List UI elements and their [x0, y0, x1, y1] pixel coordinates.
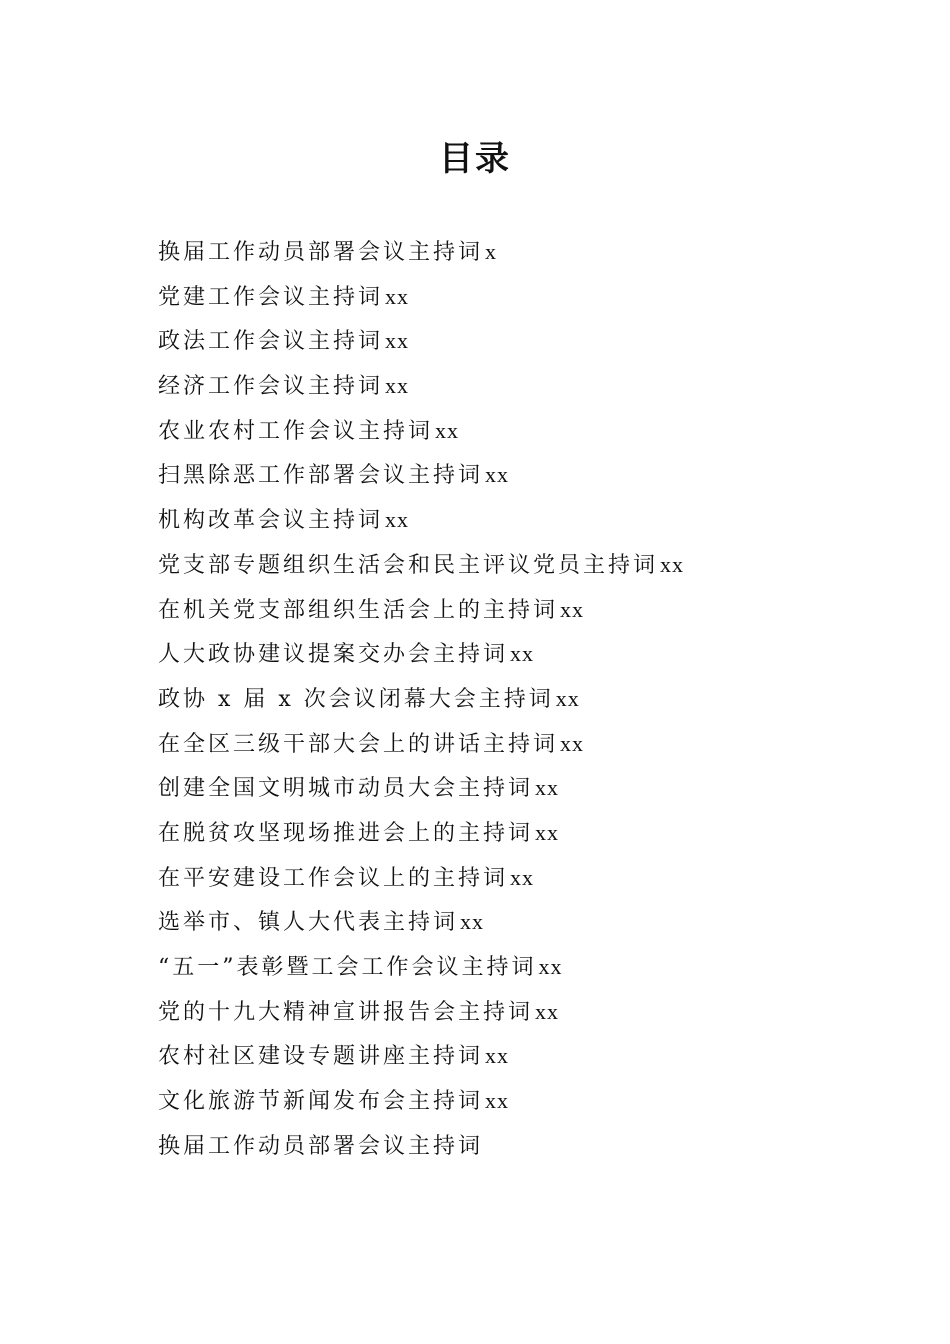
toc-entry-title: 农业农村工作会议主持词: [158, 418, 434, 444]
toc-entry-title: 在全区三级干部大会上的讲话主持词: [158, 731, 559, 757]
toc-entry-title: 在平安建设工作会议上的主持词: [158, 865, 509, 891]
toc-entry-page-number: xx: [535, 998, 560, 1024]
toc-entry[interactable]: [158, 588, 684, 633]
toc-entry[interactable]: [158, 900, 684, 945]
toc-entry[interactable]: [158, 632, 684, 677]
toc-entry-page-number: xx: [385, 283, 410, 309]
toc-entry-title: 文化旅游节新闻发布会主持词: [158, 1089, 484, 1115]
toc-entry[interactable]: [158, 722, 684, 767]
page-title: 目录: [439, 139, 511, 179]
toc-entry-page-number: xx: [460, 909, 485, 935]
toc-entry-page-number: xx: [485, 462, 510, 488]
toc-entry-page-number: xx: [535, 819, 560, 845]
toc-entry-title: 创建全国文明城市动员大会主持词: [158, 776, 534, 802]
toc-entry-title: 党支部专题组织生活会和民主评议党员主持词: [158, 552, 659, 578]
toc-entry-title: 在机关党支部组织生活会上的主持词: [158, 597, 559, 623]
toc-entry[interactable]: [158, 409, 684, 454]
toc-entry-title: 人大政协建议提案交办会主持词: [158, 642, 509, 668]
toc-entry[interactable]: [158, 856, 684, 901]
toc-entry-title: 选举市、镇人大代表主持词: [158, 910, 459, 936]
toc-entry-title: 党建工作会议主持词: [158, 284, 384, 310]
toc-entry-page-number: xx: [560, 596, 585, 622]
toc-entry[interactable]: [158, 275, 684, 320]
toc-entry-page-number: xx: [385, 373, 410, 399]
table-of-contents: [158, 230, 684, 1168]
toc-entry-title: 党的十九大精神宣讲报告会主持词: [158, 999, 534, 1025]
toc-entry-title: 经济工作会议主持词: [158, 374, 384, 400]
toc-entry-title: 在脱贫攻坚现场推进会上的主持词: [158, 820, 534, 846]
toc-entry-page-number: xx: [385, 328, 410, 354]
toc-entry-page-number: xx: [510, 864, 535, 890]
toc-entry[interactable]: [158, 766, 684, 811]
toc-entry[interactable]: [158, 364, 684, 409]
toc-entry[interactable]: [158, 453, 684, 498]
toc-entry-page-number: xx: [660, 551, 685, 577]
toc-entry[interactable]: [158, 498, 684, 543]
toc-entry-page-number: xx: [555, 685, 580, 711]
toc-entry[interactable]: [158, 677, 684, 722]
toc-entry[interactable]: [158, 543, 684, 588]
toc-entry-title: 换届工作动员部署会议主持词: [158, 1133, 484, 1159]
toc-entry-page-number: xx: [435, 417, 460, 443]
toc-entry-page-number: xx: [485, 1088, 510, 1114]
toc-entry-title: 换届工作动员部署会议主持词: [158, 240, 484, 265]
toc-entry-page-number: xx: [485, 1043, 510, 1069]
toc-entry-title: 扫黑除恶工作部署会议主持词: [158, 463, 484, 489]
toc-entry-page-number: xx: [385, 507, 410, 533]
toc-entry-title: 机构改革会议主持词: [158, 508, 384, 534]
toc-entry-page-number: xx: [538, 954, 563, 979]
toc-entry-page-number: xx: [510, 641, 535, 667]
toc-entry[interactable]: [158, 1034, 684, 1079]
toc-entry-title: 农村社区建设专题讲座主持词: [158, 1044, 484, 1070]
toc-entry[interactable]: [158, 1124, 684, 1169]
toc-entry[interactable]: [158, 319, 684, 364]
toc-entry[interactable]: [158, 990, 684, 1035]
toc-entry[interactable]: [158, 945, 684, 990]
toc-entry-page-number: xx: [535, 775, 560, 801]
toc-entry[interactable]: [158, 1079, 684, 1124]
toc-entry-page-number: xx: [560, 730, 585, 756]
toc-entry-page-number: x: [485, 239, 498, 264]
toc-entry-title: 政协 x 届 x 次会议闭幕大会主持词: [158, 686, 554, 712]
toc-entry[interactable]: [158, 230, 684, 275]
toc-entry[interactable]: [158, 811, 684, 856]
toc-entry-title: 政法工作会议主持词: [158, 329, 384, 355]
toc-entry-title: “五一”表彰暨工会工作会议主持词: [158, 955, 537, 980]
